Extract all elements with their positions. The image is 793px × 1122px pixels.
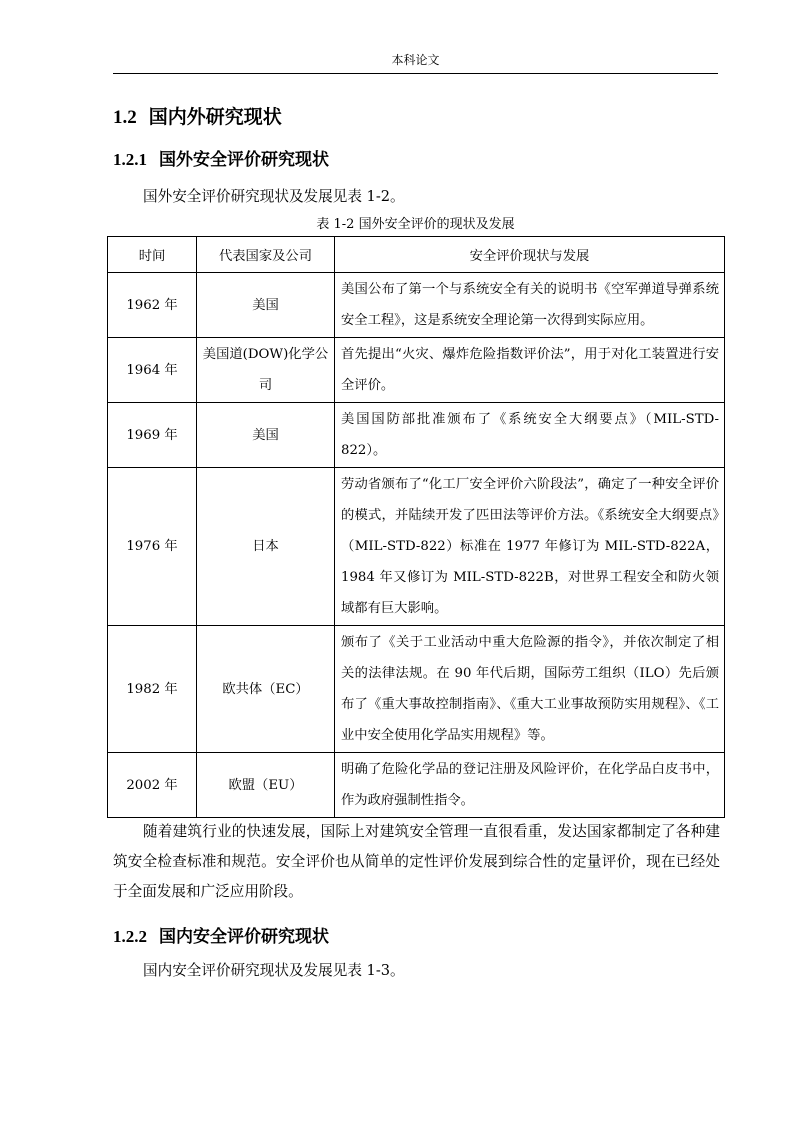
cell-org: 美国道(DOW)化学公司 <box>197 338 335 403</box>
section-number: 1.2 <box>113 107 137 128</box>
cell-description: 明确了危险化学品的登记注册及风险评价，在化学品白皮书中，作为政府强制性指令。 <box>335 753 725 818</box>
table-row <box>108 626 725 753</box>
cell-time: 2002 年 <box>108 753 197 818</box>
cell-description: 美国国防部批准颁布了《系统安全大纲要点》（MIL-STD-822）。 <box>335 403 725 468</box>
cell-org: 欧共体（EC） <box>197 626 335 753</box>
subsection-heading-1 <box>113 148 329 172</box>
cell-time: 1976 年 <box>108 468 197 626</box>
intro-paragraph-1: 国外安全评价研究现状及发展见表 1-2。 <box>143 188 405 205</box>
cell-org: 日本 <box>197 468 335 626</box>
section-heading <box>113 104 282 131</box>
column-header-status: 安全评价现状与发展 <box>335 237 725 273</box>
subsection-number: 1.2.1 <box>113 150 147 169</box>
subsection-number: 1.2.2 <box>113 927 147 946</box>
table-row <box>108 338 725 403</box>
column-header-org: 代表国家及公司 <box>197 237 335 273</box>
table-row <box>108 753 725 818</box>
table-row <box>108 468 725 626</box>
cell-time: 1962 年 <box>108 273 197 338</box>
cell-description: 首先提出“火灾、爆炸危险指数评价法”，用于对化工装置进行安全评价。 <box>335 338 725 403</box>
cell-org: 欧盟（EU） <box>197 753 335 818</box>
page-header: 本科论文 <box>391 53 440 67</box>
cell-description: 美国公布了第一个与系统安全有关的说明书《空军弹道导弹系统安全工程》，这是系统安全理论第一次得到实际应用。 <box>335 273 725 338</box>
table-row <box>108 403 725 468</box>
development-table <box>107 236 725 818</box>
table-row <box>108 273 725 338</box>
subsection-title: 国内安全评价研究现状 <box>159 927 329 947</box>
cell-org: 美国 <box>197 403 335 468</box>
cell-org: 美国 <box>197 273 335 338</box>
table-header-row <box>108 237 725 273</box>
section-title: 国内外研究现状 <box>148 106 282 128</box>
cell-time: 1969 年 <box>108 403 197 468</box>
cell-description: 颁布了《关于工业活动中重大危险源的指令》，并依次制定了相关的法律法规。在 90 年代后期，国际劳工组织（ILO）先后颁布了《重大事故控制指南》、《重大工业事故预防实用规程》、《工业中安全使用化学品实用规程》等。 <box>335 626 725 753</box>
header-rule <box>113 73 718 74</box>
cell-description: 劳动省颁布了“化工厂安全评价六阶段法”，确定了一种安全评价的模式，并陆续开发了匹田法等评价方法。《系统安全大纲要点》（MIL-STD-822）标准在 1977 年修订为 MIL-STD-822A，1984 年又修订为 MIL-STD-822B，对世界工程安全和防火领域都有巨大影响。 <box>335 468 725 626</box>
cell-time: 1982 年 <box>108 626 197 753</box>
body-paragraph: 随着建筑行业的快速发展，国际上对建筑安全管理一直很看重，发达国家都制定了各种建筑安全检查标准和规范。安全评价也从简单的定性评价发展到综合性的定量评价，现在已经处于全面发展和广泛应用阶段。 <box>113 823 720 900</box>
column-header-time: 时间 <box>108 237 197 273</box>
subsection-heading-2 <box>113 925 329 949</box>
subsection-title: 国外安全评价研究现状 <box>159 150 329 170</box>
table-caption: 表 1-2 国外安全评价的现状及发展 <box>316 217 515 232</box>
intro-paragraph-2: 国内安全评价研究现状及发展见表 1-3。 <box>143 962 405 979</box>
cell-time: 1964 年 <box>108 338 197 403</box>
